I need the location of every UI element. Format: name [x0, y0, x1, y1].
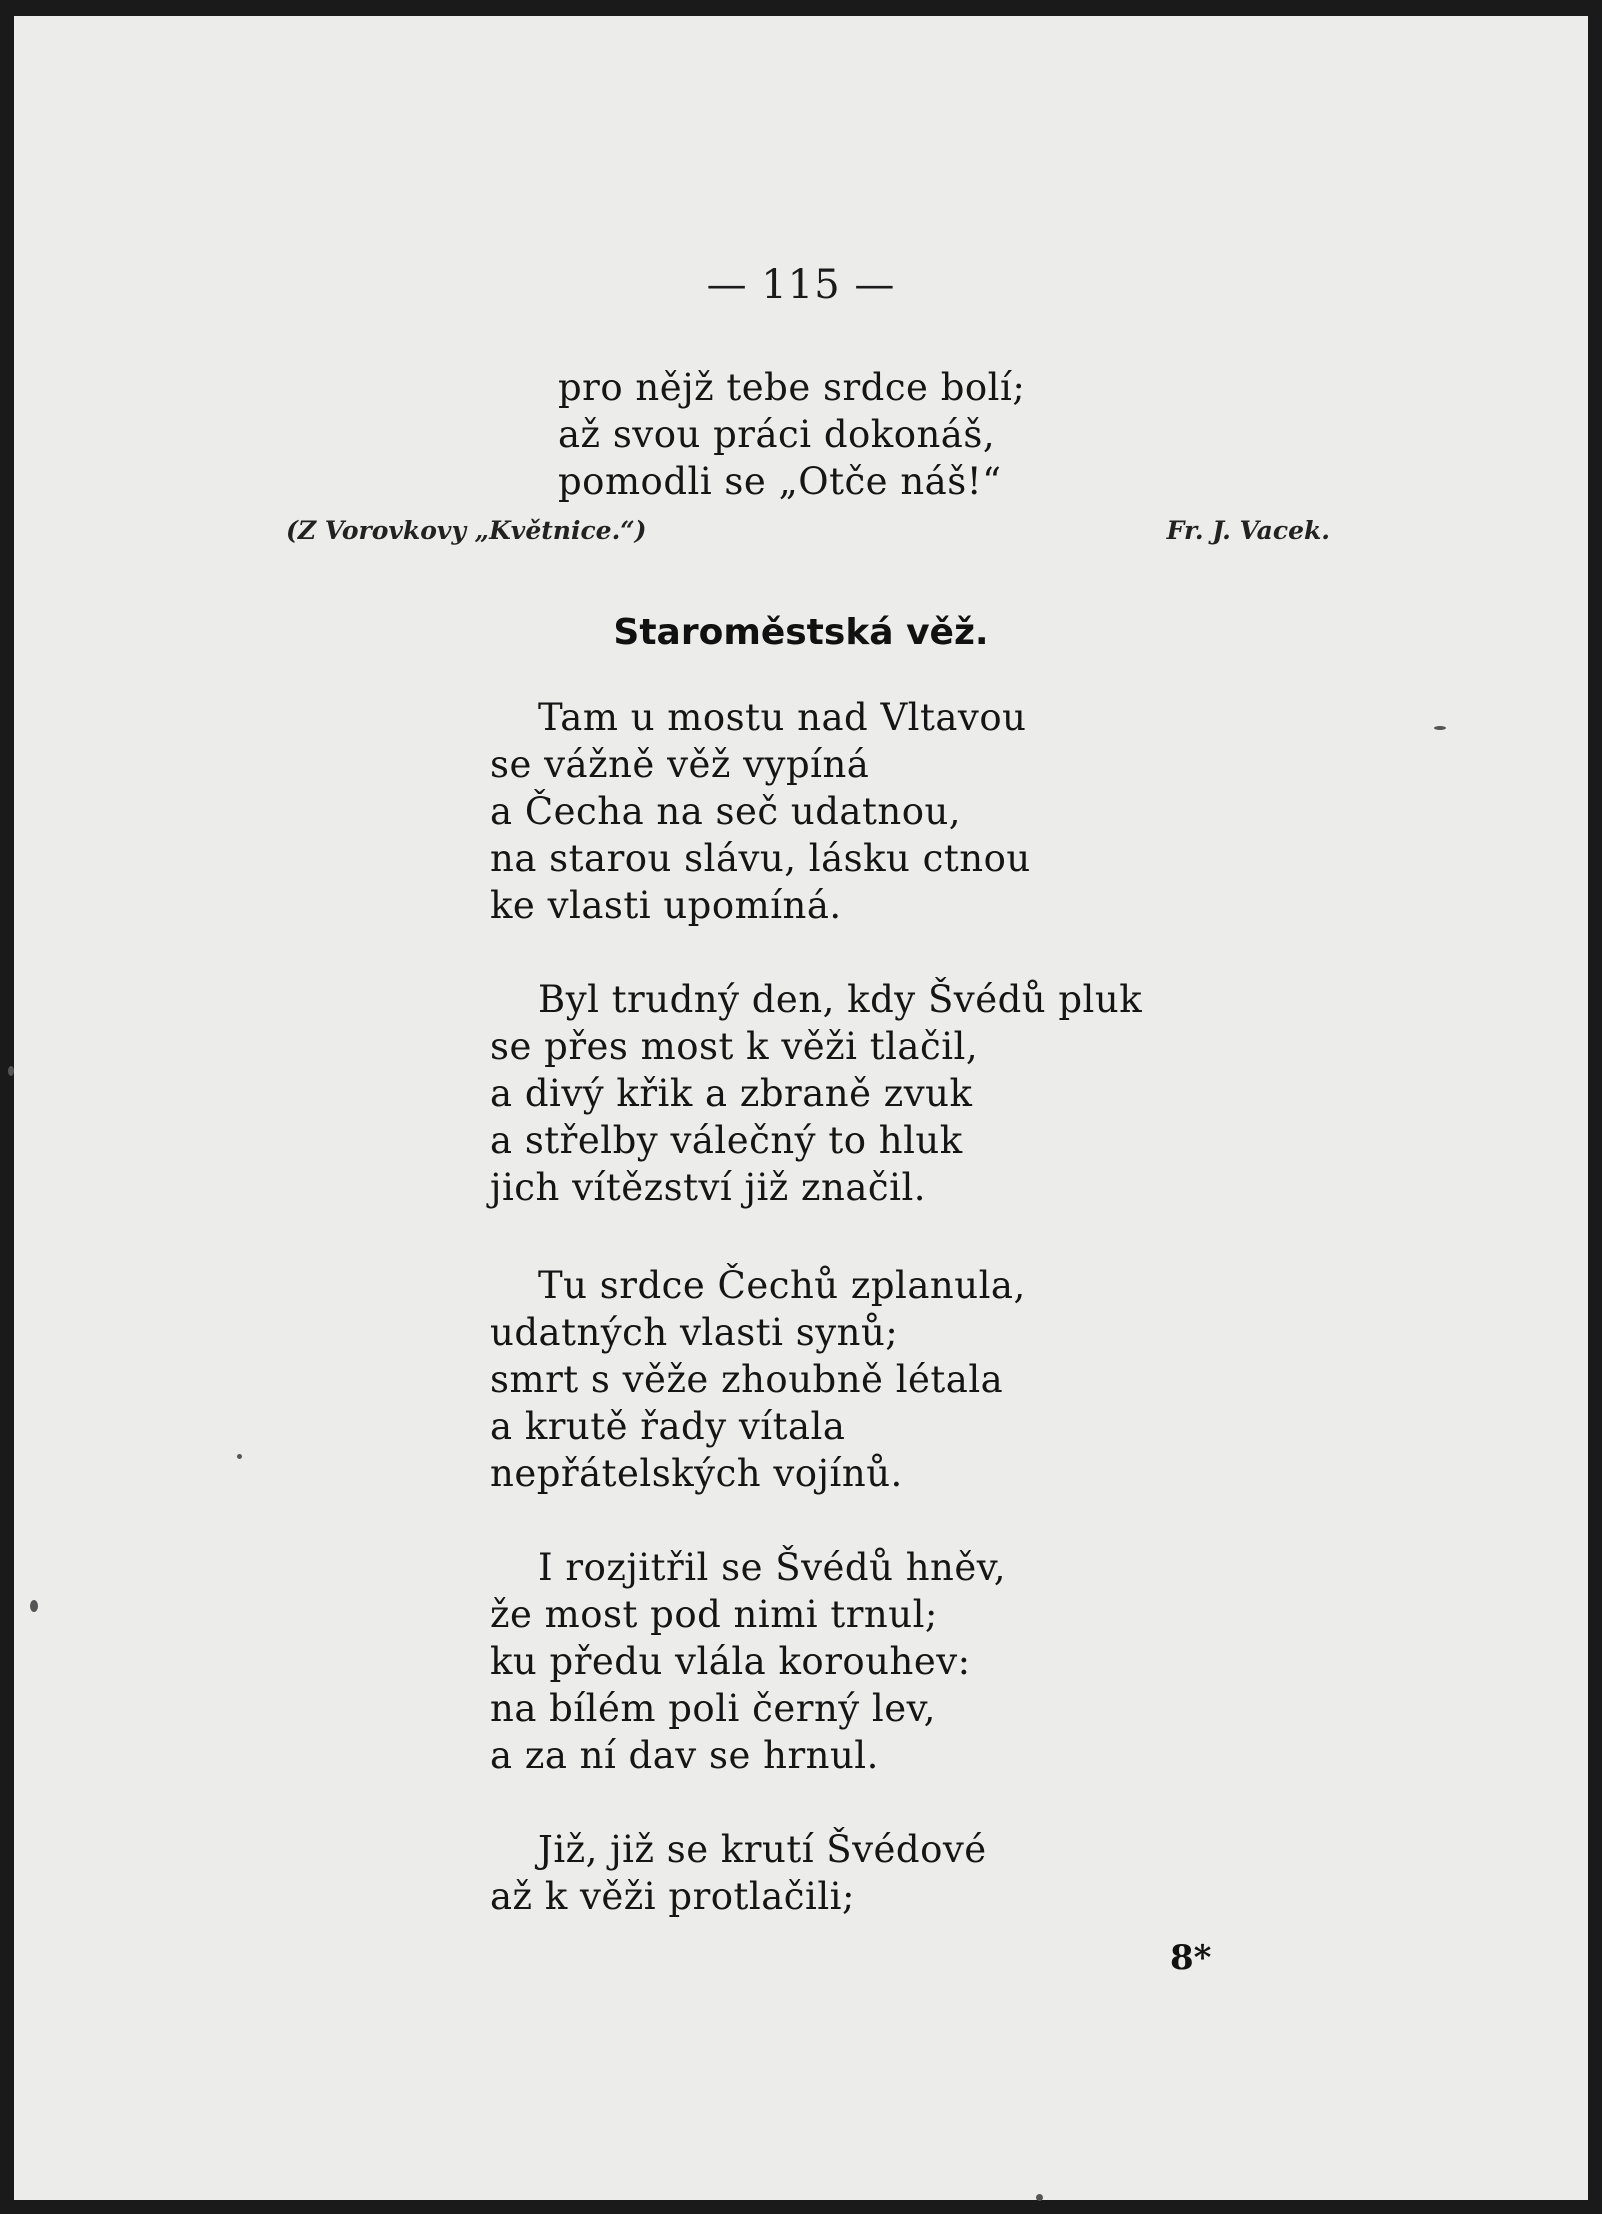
- poem-title: Staroměstská věž.: [613, 612, 989, 653]
- poem-line: se přes most k věži tlačil,: [490, 1025, 979, 1068]
- poem-line: až svou práci dokonáš,: [558, 413, 996, 456]
- poem-line: pomodli se „Otče náš!“: [558, 460, 1002, 503]
- poem-line: na starou slávu, lásku ctnou: [490, 837, 1031, 880]
- poem-line: I rozjitřil se Švédů hněv,: [538, 1546, 1007, 1589]
- poem-line: a divý křik a zbraně zvuk: [490, 1072, 973, 1115]
- scan-speck: [30, 1600, 38, 1612]
- source-note: (Z Vorovkovy „Květnice.“): [286, 516, 647, 545]
- stanza-3: [490, 1262, 1026, 1497]
- poem-line: a za ní dav se hrnul.: [490, 1734, 879, 1777]
- poem-line: a střelby válečný to hluk: [490, 1119, 963, 1162]
- signature-mark: 8*: [1170, 1938, 1212, 1978]
- poem-line: smrt s věže zhoubně létala: [490, 1358, 1004, 1401]
- intro-stanza: [558, 364, 1025, 505]
- poem-line: že most pod nimi trnul;: [490, 1593, 938, 1636]
- poem-line: Tam u mostu nad Vltavou: [538, 696, 1027, 739]
- scan-speck: [8, 1066, 14, 1076]
- page-number: — 115 —: [706, 262, 896, 308]
- poem-line: jich vítězství již značil.: [490, 1166, 927, 1209]
- scan-speck: [1036, 2194, 1043, 2201]
- stanza-2: [490, 976, 1142, 1211]
- poem-line: až k věži protlačili;: [490, 1875, 855, 1918]
- poem-line: Tu srdce Čechů zplanula,: [538, 1264, 1026, 1307]
- poem-line: udatných vlasti synů;: [490, 1311, 899, 1354]
- poem-line: se vážně věž vypíná: [490, 743, 870, 786]
- poem-line: a krutě řady vítala: [490, 1405, 846, 1448]
- scan-speck: [1434, 726, 1446, 730]
- stanza-4: [490, 1544, 1006, 1779]
- poem-line: Byl trudný den, kdy Švédů pluk: [538, 978, 1143, 1021]
- poem-line: ke vlasti upomíná.: [490, 884, 842, 927]
- poem-line: pro nějž tebe srdce bolí;: [558, 366, 1026, 409]
- stanza-1: [490, 694, 1031, 929]
- scan-speck: [237, 1454, 242, 1459]
- poem-line: nepřátelských vojínů.: [490, 1452, 903, 1495]
- poem-line: a Čecha na seč udatnou,: [490, 790, 962, 833]
- poem-line: na bílém poli černý lev,: [490, 1687, 936, 1730]
- author-credit: Fr. J. Vacek.: [1166, 516, 1330, 545]
- poem-line: Již, již se krutí Švédové: [538, 1828, 987, 1871]
- poem-line: ku předu vlála korouhev:: [490, 1640, 971, 1683]
- stanza-5: [490, 1826, 987, 1920]
